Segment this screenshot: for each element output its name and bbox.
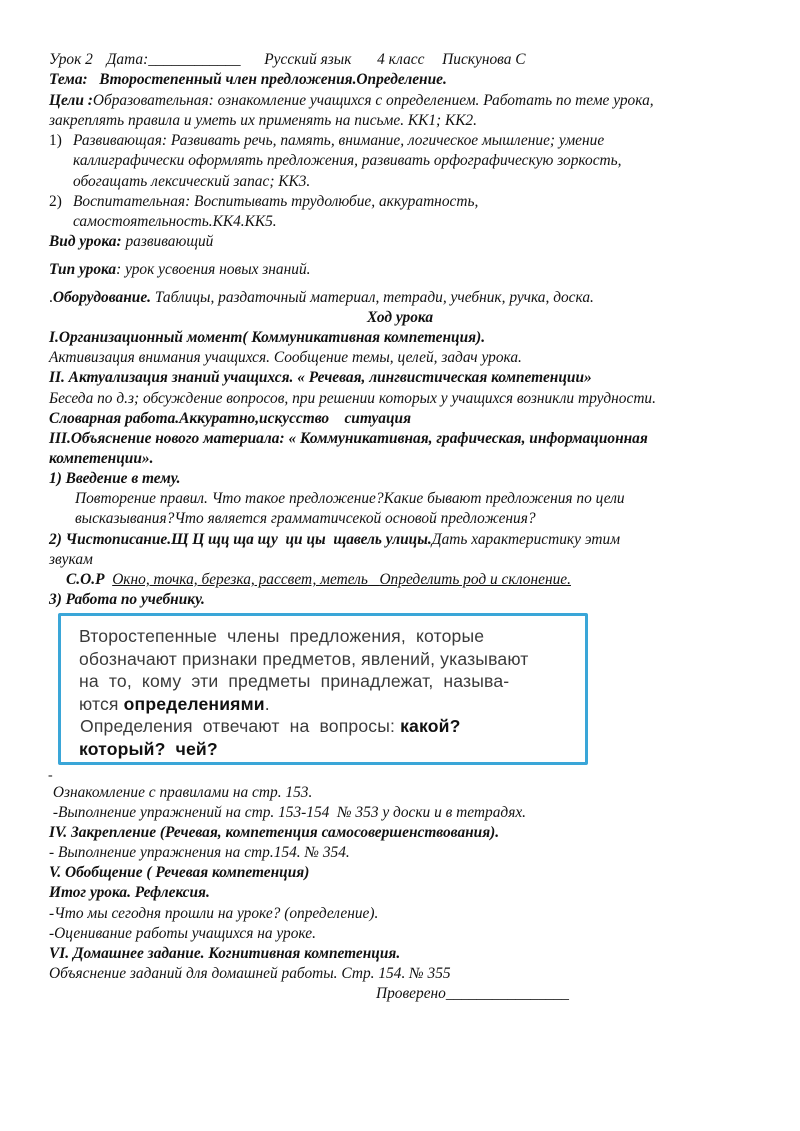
lesson-type-line [49, 260, 311, 280]
lesson-kind-value: развивающий [125, 233, 214, 250]
equipment-prefix: . [49, 289, 53, 306]
intro-line-1: Повторение правил. Что такое предложение?Какие бывают предложения по цели [75, 490, 625, 507]
section-2-text: Беседа по д.з; обсуждение вопросов, при решении которых у учащихся возникли трудности. [49, 390, 656, 407]
lesson-kind-line [49, 232, 213, 252]
goals-text-1: Образовательная: ознакомление учащихся с определением. Работать по теме урока, [92, 92, 654, 109]
equipment-label: Оборудование. [52, 289, 152, 306]
calligraphy-title: 2) Чистописание.Щ Ц щц ща щу ци цы щавель улицы. [49, 531, 432, 548]
lesson-type-label: Тип урока [49, 261, 117, 278]
equipment-value: Таблицы, раздаточный материал, тетради, учебник, ручка, доска. [154, 289, 594, 306]
section-6-text: Объяснение заданий для домашней работы. Стр. 154. № 355 [49, 965, 451, 982]
checked-label: Проверено [376, 985, 446, 1002]
rule-line [79, 693, 571, 716]
reflection-question-1: -Что мы сегодня прошли на уроке? (определение). [49, 905, 379, 922]
sor-line [66, 570, 571, 590]
goals-line-2: закреплять правила и уметь их применять на письме. КК1; КК2. [49, 112, 477, 129]
date-blank: ____________ [148, 51, 241, 68]
dash-mark: - [48, 768, 53, 783]
header-line [49, 50, 526, 70]
checked-signature [376, 984, 569, 1004]
flow-title: Ход урока [366, 309, 434, 326]
topic-text: Второстепенный член предложения.Определение. [99, 71, 447, 88]
reflection-question-2: -Оценивание работы учащихся на уроке. [49, 925, 316, 942]
goal-line: Развивающая: Развивать речь, память, внимание, логическое мышление; умение [73, 132, 605, 149]
rule-text: Определения отвечают на вопросы: [80, 716, 401, 737]
equipment-line [49, 288, 594, 308]
rule-question: какой? [400, 716, 461, 737]
rule-term: определениями [123, 693, 265, 714]
calligraphy-task: Дать характеристику этим [431, 531, 621, 548]
rule-text: . [264, 693, 270, 714]
vocabulary-work: Словарная работа.Аккуратно,искусство ситуация [49, 410, 412, 427]
section-6-title: VI. Домашнее задание. Когнитивная компетенция. [49, 945, 401, 962]
date-label: Дата: [106, 51, 149, 68]
goal-item-number: 2) [49, 193, 62, 210]
section-4-text: - Выполнение упражнения на стр.154. № 354. [49, 844, 350, 861]
teacher: Пискунова С [442, 51, 526, 68]
rule-line: на то, кому эти предметы принадлежат, называ- [79, 671, 510, 692]
section-3-title-1: III.Объяснение нового материала: « Коммуникативная, графическая, информационная [49, 430, 648, 447]
rules-reading: Ознакомление с правилами на стр. 153. [49, 784, 313, 801]
checked-blank: ________________ [445, 985, 569, 1002]
goals-label: Цели : [49, 92, 93, 109]
section-1-text: Активизация внимания учащихся. Сообщение темы, целей, задач урока. [49, 349, 522, 366]
lesson-type-value: : урок усвоения новых знаний. [116, 261, 311, 278]
grade: 4 класс [377, 51, 425, 68]
textbook-title: 3) Работа по учебнику. [49, 591, 205, 608]
summary-title: Итог урока. Рефлексия. [49, 884, 210, 901]
goal-line: каллиграфически оформлять предложения, развивать орфографическую зоркость, [73, 152, 622, 170]
rule-text: ются [79, 693, 124, 714]
calligraphy-line-2: звукам [49, 551, 93, 568]
section-5-title: V. Обобщение ( Речевая компетенция) [49, 864, 310, 881]
section-3-title-2: компетенции». [49, 450, 154, 467]
goal-item-developing [73, 131, 743, 192]
goal-line: обогащать лексический запас; КК3. [73, 172, 311, 190]
rule-line: Второстепенные члены предложения, которые [79, 626, 485, 646]
exercises-text: -Выполнение упражнений на стр. 153-154 № 353 у доски и в тетрадях. [49, 804, 527, 821]
goal-item-number: 1) [49, 132, 62, 149]
lesson-kind-label: Вид урока: [49, 233, 122, 250]
calligraphy-line [49, 530, 620, 550]
intro-title: 1) Введение в тему. [49, 470, 181, 487]
goal-line: Воспитательная: Воспитывать трудолюбие, аккуратность, [73, 193, 479, 210]
rule-line: обозначают признаки предметов, явлений, указывают [79, 648, 529, 669]
sor-words: Окно, точка, березка, рассвет, метель [112, 571, 368, 588]
sor-label: С.О.Р [66, 571, 105, 588]
intro-line-2: высказывания?Что является грамматичсекой основой предложения? [75, 510, 536, 527]
rule-line: который? чей? [79, 738, 218, 759]
goal-item-upbringing [73, 192, 743, 233]
textbook-rule-box [58, 613, 588, 765]
goals-line-1 [49, 91, 654, 111]
topic-line [49, 70, 447, 90]
subject: Русский язык [264, 51, 352, 68]
sor-task: Определить род и склонение. [379, 571, 571, 588]
topic-label: Тема: [49, 71, 88, 88]
section-2-title: II. Актуализация знаний учащихся. « Речевая, лингвистическая компетенции» [49, 369, 592, 386]
lesson-number: Урок 2 [49, 51, 93, 68]
section-4-title: IV. Закрепление (Речевая, компетенция самосовершенствования). [49, 824, 500, 841]
section-1-title: I.Организационный момент( Коммуникативная компетенция). [49, 329, 486, 346]
rule-line [79, 715, 571, 738]
goal-line: самостоятельность.КК4.КК5. [73, 213, 277, 231]
